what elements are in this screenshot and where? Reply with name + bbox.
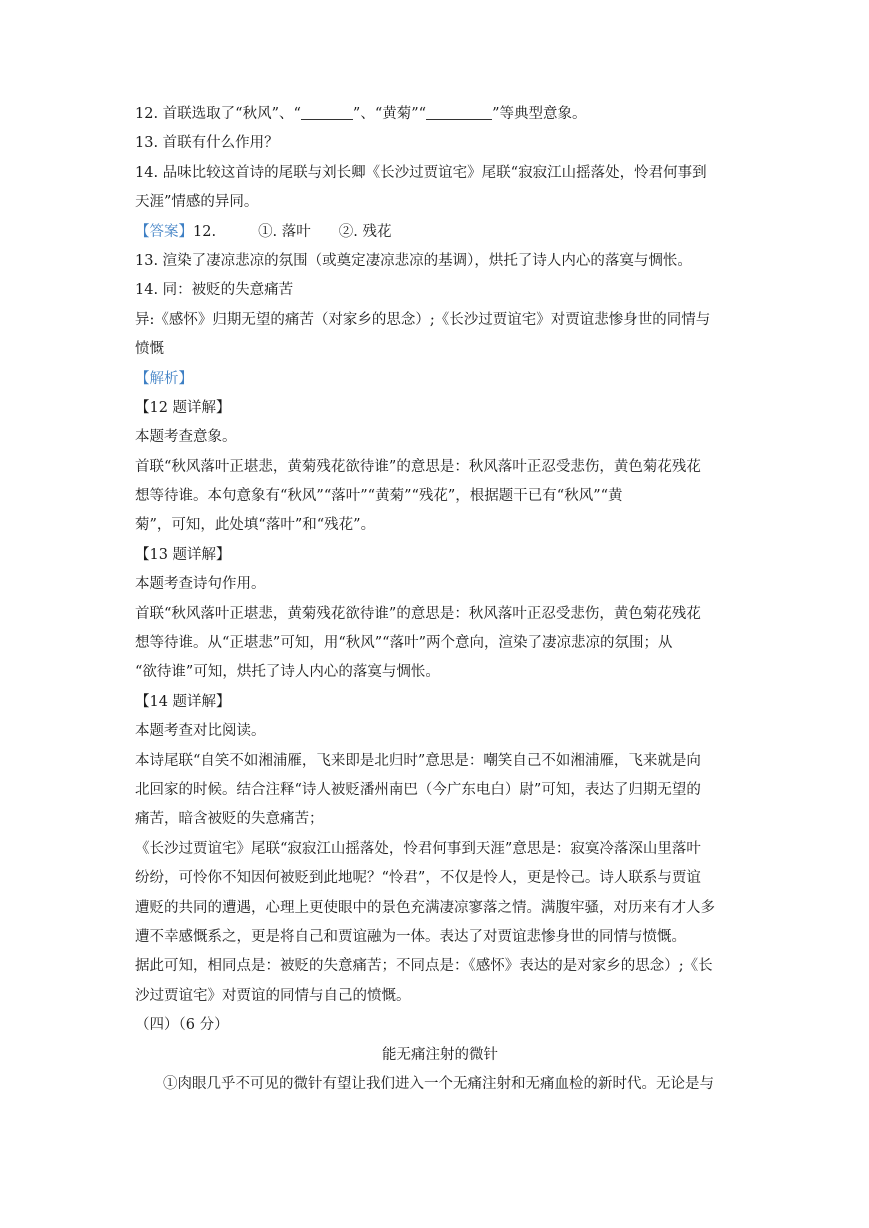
section-4-header: （四）（6 分） <box>135 1017 229 1034</box>
answer-13: 13. 渲染了凄凉悲凉的氛围（或奠定凄凉悲凉的基调），烘托了诗人内心的落寞与惆怅。 <box>135 252 692 269</box>
question-12: 12. 首联选取了“秋风”、“ ”、“黄菊”“ ”等典型意象。 <box>135 100 745 129</box>
analysis-12-heading: 【12 题详解】 <box>135 399 231 416</box>
article-paragraph-1: ①肉眼几乎不可见的微针有望让我们进入一个无痛注射和无痛血检的新时代。无论是与 <box>163 1075 714 1092</box>
answer-14-line-3: 愤慨 <box>135 341 164 358</box>
analysis-14-line-9: 据此可知，相同点是：被贬的失意痛苦；不同点是：《感怀》表达的是对家乡的思念）;《长 <box>135 958 713 975</box>
analysis-14-line-7: 遭贬的共同的遭遇，心理上更使眼中的景色充满凄凉寥落之情。满腹牢骚，对历来有才人多 <box>135 899 715 916</box>
analysis-12-line-2: 首联“秋风落叶正堪悲，黄菊残花欲待谁”的意思是：秋风落叶正忍受悲伤，黄色菊花残花 <box>135 458 701 475</box>
analysis-tag: 【解析】 <box>135 370 193 387</box>
article-title: 能无痛注射的微针 <box>382 1046 498 1063</box>
analysis-12-line-4: 菊”，可知，此处填“落叶”和“残花”。 <box>135 517 376 534</box>
answer-tag: 【答案】 <box>135 223 193 240</box>
answer-blank-1 <box>301 103 353 120</box>
analysis-14-line-8: 遭不幸感慨系之，更是将自己和贾谊融为一体。表达了对贾谊悲惨身世的同情与愤慨。 <box>135 928 686 945</box>
question-13: 13. 首联有什么作用？ <box>135 135 279 152</box>
question-14-line-2: 天涯”情感的异同。 <box>135 194 259 211</box>
analysis-14-line-4: 痛苦，暗含被贬的失意痛苦； <box>135 811 324 828</box>
analysis-14-heading: 【14 题详解】 <box>135 693 231 710</box>
answer-14-line-2: 异:《感怀》归期无望的痛苦（对家乡的思念）;《长沙过贾谊宅》对贾谊悲惨身世的同情与 <box>135 311 711 328</box>
analysis-14-line-10: 沙过贾谊宅》对贾谊的同情与自己的愤慨。 <box>135 987 411 1004</box>
analysis-14-line-2: 本诗尾联“自笑不如湘浦雁，飞来即是北归时”意思是：嘲笑自己不如湘浦雁，飞来就是向 <box>135 752 701 769</box>
analysis-14-line-3: 北回家的时候。结合注释“诗人被贬潘州南巴（今广东电白）尉”可知，表达了归期无望的 <box>135 781 701 798</box>
question-14-line-1: 14. 品味比较这首诗的尾联与刘长卿《长沙过贾谊宅》尾联“寂寂江山摇落处，怜君何事到 <box>135 164 707 181</box>
analysis-13-heading: 【13 题详解】 <box>135 546 231 563</box>
document-page <box>135 100 745 1099</box>
analysis-12-line-1: 本题考查意象。 <box>135 429 237 446</box>
answer-blank-2 <box>426 103 492 120</box>
analysis-14-line-6: 纷纷，可怜你不知因何被贬到此地呢？“怜君”，不仅是怜人，更是怜己。诗人联系与贾谊 <box>135 870 701 887</box>
analysis-13-line-3: 想等待谁。从“正堪悲”可知，用“秋风”“落叶”两个意向，渲染了凄凉悲凉的氛围；从 <box>135 635 673 652</box>
analysis-12-line-3: 想等待谁。本句意象有“秋风”“落叶”“黄菊”“残花”，根据题干已有“秋风”“黄 <box>135 488 623 505</box>
analysis-14-line-1: 本题考查对比阅读。 <box>135 723 266 740</box>
analysis-14-line-5: 《长沙过贾谊宅》尾联“寂寂江山摇落处，怜君何事到天涯”意思是：寂寞冷落深山里落叶 <box>135 840 701 857</box>
answer-12: 【答案】12. ①. 落叶 ②. 残花 <box>135 223 392 240</box>
analysis-13-line-2: 首联“秋风落叶正堪悲，黄菊残花欲待谁”的意思是：秋风落叶正忍受悲伤，黄色菊花残花 <box>135 605 701 622</box>
analysis-13-line-1: 本题考查诗句作用。 <box>135 576 266 593</box>
analysis-13-line-4: “欲待谁”可知，烘托了诗人内心的落寞与惆怅。 <box>135 664 440 681</box>
answer-14-line-1: 14. 同：被贬的失意痛苦 <box>135 282 294 299</box>
